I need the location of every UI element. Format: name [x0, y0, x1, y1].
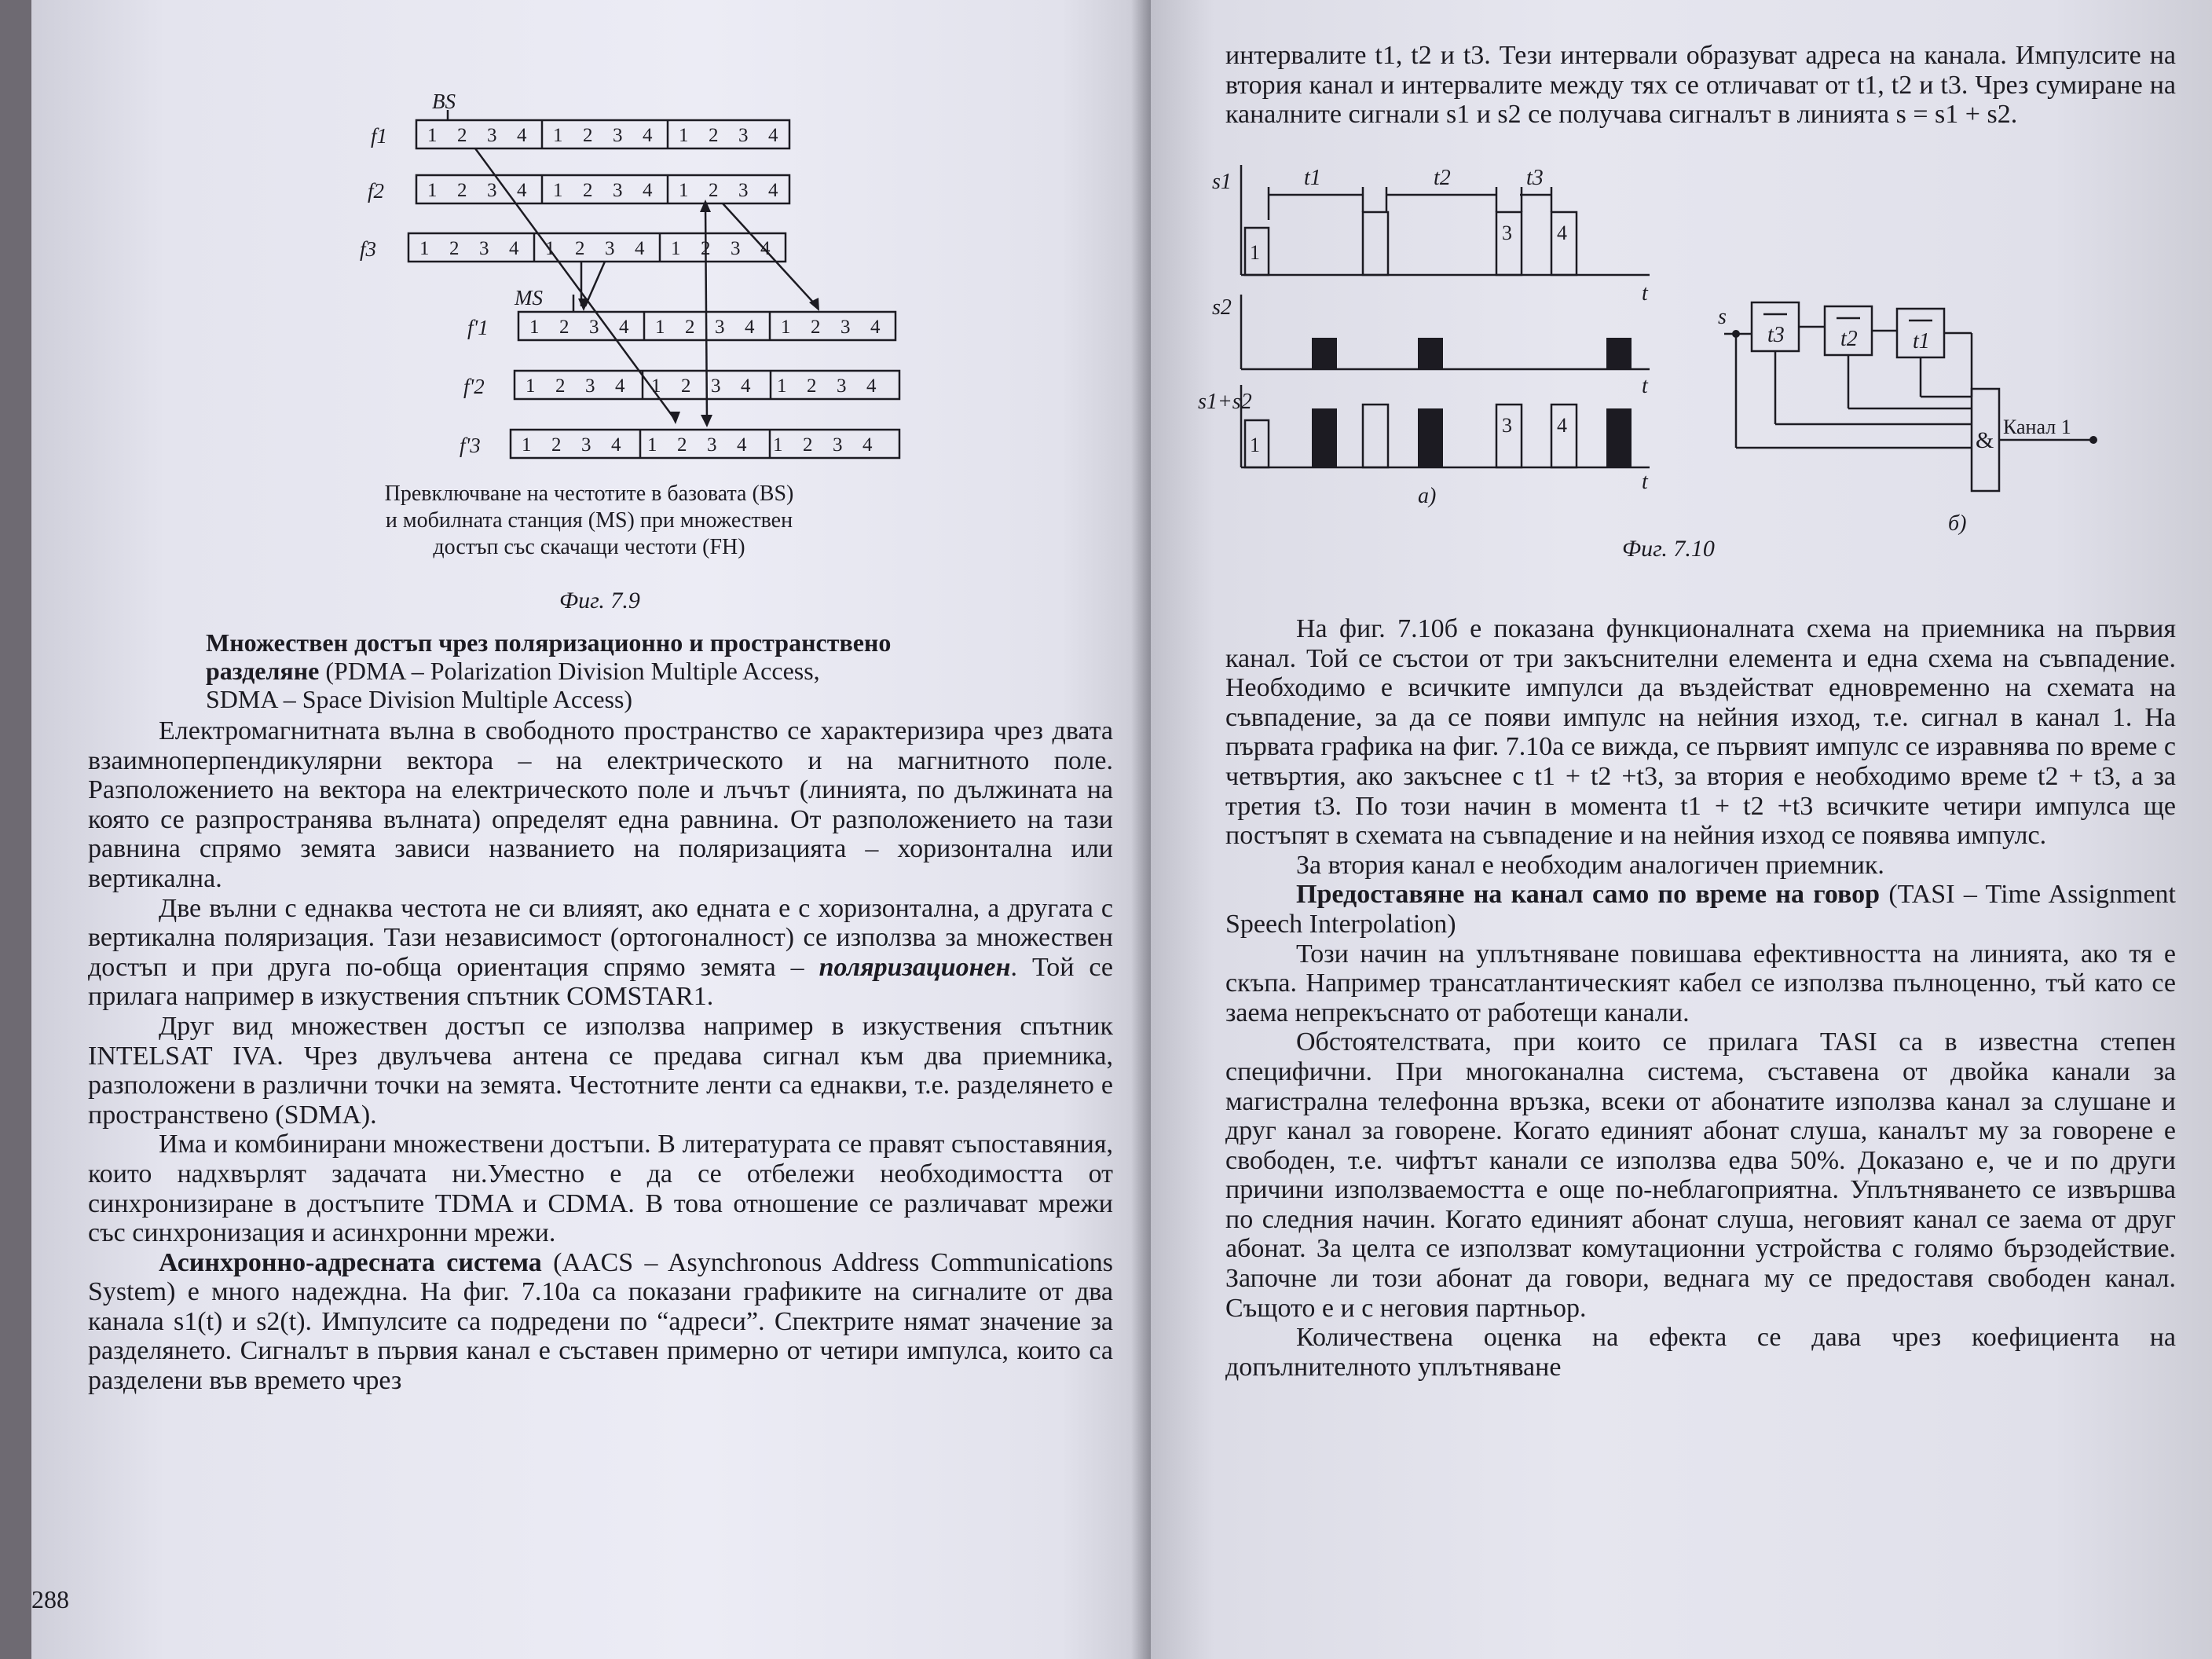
interval-t1: t1 — [1304, 166, 1321, 190]
slot-number: 2 — [807, 375, 817, 397]
right-body — [1225, 614, 2176, 1382]
paragraph-8-text: Този начин на уплътняване повишава ефективността на линията, ако тя е скъпа. Например трансатлантическият кабел се използва пълноценно, тъй като се заема непрекъснато от работещи канали. — [1225, 939, 2176, 1027]
slot-number: 1 — [522, 434, 532, 456]
slot-number: 1 — [419, 238, 430, 259]
slot-number: 2 — [803, 434, 813, 456]
heading-bold-1: Множествен достъп чрез поляризационно и пространствено — [206, 628, 892, 657]
paragraph-2-text-b: . Той се прилага например в изкуствения спътник COMSTAR1. — [88, 952, 1113, 1012]
slot-number: 1 — [777, 375, 787, 397]
paragraph-6-text: На фиг. 7.10б е показана функционалната схема на приемника на първия канал. Той се състои от три закъснителни елемента и една схема на съвпадение. Необходимо е всичките импулси да въздействат едновременно на схемата на съвпадение, за да се появи импулс на нейния изход, т.е. сигнал в канал 1. На първата графика на фиг. 7.10а се вижда, се първият импулс се изравнява по време с четвъртия, ако закъснее с t1 + t2 +t3, за втория е необходимо време t2 + t3, а за третия t3. По този начин в момента t1 + t2 +t3 всичките четири импулса ще постъпят в схемата на съвпадение и на нейния изход се появява импулс. — [1225, 614, 2176, 851]
slot-number: 4 — [509, 238, 519, 259]
delay-t1: t1 — [1913, 329, 1930, 353]
slot-number: 4 — [619, 317, 629, 338]
row-label-f3: f3 — [360, 237, 377, 261]
section-heading-pdma — [206, 628, 991, 713]
slot-number: 4 — [643, 125, 653, 146]
slot-number: 3 — [581, 434, 591, 456]
slot-number: 1 — [773, 434, 783, 456]
slot-number: 1 — [529, 317, 540, 338]
heading-line-3: SDMA – Space Division Multiple Access) — [206, 685, 633, 713]
slot-number: 1 — [647, 434, 657, 456]
ms-label: MS — [515, 286, 543, 309]
slot-number: 4 — [760, 238, 771, 259]
interval-t3: t3 — [1526, 166, 1544, 190]
slot-number: 3 — [613, 180, 623, 201]
slot-number: 2 — [559, 317, 569, 338]
heading-tasi-bold: Предоставяне на канал само по време на говор — [1296, 880, 1881, 910]
slot-number: 3 — [589, 317, 599, 338]
slot-number: 2 — [701, 238, 711, 259]
paragraph-5-bold: Асинхронно-адресната система — [159, 1247, 542, 1277]
slot-number: 3 — [613, 125, 623, 146]
heading-rest-2: (PDMA – Polarization Division Multiple Access, — [319, 657, 820, 685]
paragraph-1 — [88, 716, 1113, 894]
slot-number: 3 — [707, 434, 717, 456]
paragraph-3-text: Друг вид множествен достъп се използва например в изкуствения спътник INTELSAT IVA. Чрез двулъчева антена се предава сигнал към два приемника, разположени в различни точки на земята. Честотните ленти са еднакви, т.е. разделянето е пространствено (SDMA). — [88, 1011, 1113, 1130]
heading-tasi-rest: (TASI – Time Assignment Speech Interpolation) — [1225, 880, 2176, 939]
input-s-label: s — [1718, 305, 1727, 329]
paragraph-3 — [88, 1012, 1113, 1130]
slot-number: 4 — [768, 125, 778, 146]
slot-number: 1 — [545, 238, 555, 259]
slot-number: 4 — [635, 238, 645, 259]
right-page — [1151, 0, 2212, 1659]
subfig-a-label: а) — [1418, 484, 1437, 508]
slot-number: 3 — [738, 125, 749, 146]
row-label-f-prime-1: f'1 — [467, 316, 489, 339]
slot-number: 2 — [677, 434, 687, 456]
right-top-paragraph: интервалите t1, t2 и t3. Тези интервали образуват адреса на канала. Импулсите на втория канал и интервалите между тях се отличават от t1, t2 и t3. Чрез сумиране на каналните сигнали s1 и s2 се получава сигналът в линията s = s1 + s2. — [1225, 41, 2176, 130]
slot-number: 2 — [583, 125, 593, 146]
pulse-1-sum: 1 — [1250, 434, 1260, 456]
pulse-3-s1: 3 — [1502, 222, 1512, 244]
slot-number: 2 — [457, 125, 467, 146]
slot-number: 4 — [611, 434, 621, 456]
paragraph-4-text: Има и комбинирани множествени достъпи. В литературата се правят съпоставяния, които надхвърлят задачата ни.Уместно е да се отбележи необходимостта от синхронизиране в достъпите TDMA и CDMA. В това отношение се различават мрежи със синхронизация и асинхронни мрежи. — [88, 1130, 1113, 1248]
slot-number: 3 — [487, 125, 497, 146]
slot-number: 3 — [731, 238, 741, 259]
slot-number: 2 — [811, 317, 821, 338]
slot-number: 2 — [551, 434, 562, 456]
slot-number: 4 — [615, 375, 625, 397]
slot-number: 3 — [479, 238, 489, 259]
slot-number: 4 — [517, 180, 527, 201]
slot-number: 3 — [605, 238, 615, 259]
slot-number: 2 — [555, 375, 566, 397]
paragraph-7 — [1225, 851, 2176, 881]
slot-number: 4 — [745, 317, 755, 338]
s1-axis-label: s1 — [1212, 170, 1232, 194]
slot-number: 1 — [427, 180, 438, 201]
figure-7-10 — [1151, 149, 2212, 558]
paragraph-10 — [1225, 1323, 2176, 1382]
row-label-f2: f2 — [368, 179, 385, 203]
slot-number: 4 — [643, 180, 653, 201]
paragraph-2-text-a: Две вълни с еднаква честота не си влияят, ако едната е с хоризонтална, а другата с вертикална поляризация. Тази независимост (ортогоналност) се използва за множествен достъп и при друга по-обща ориентация спрямо земята – — [88, 893, 1113, 982]
fig-7-9-label: Фиг. 7.9 — [559, 588, 640, 613]
slot-number: 4 — [870, 317, 881, 338]
heading-bold-2: разделяне — [206, 657, 320, 685]
slot-number: 4 — [737, 434, 747, 456]
paragraph-9-text: Обстоятелствата, при които се прилага TASI са в известна степен специфични. При многоканална система, съставена от двойка канали за магистрална телефонна връзка, всеки от абонатите използва канал за слушане и друг канал за говорене. Когато единият абонат слуша, каналът му за говорене е свободен, т.е. чифтът канали се използва едва 50%. Доказано е, че и по други причини използваемостта е още по-неблагоприятна. Уплътняването се извършва по следния начин. Когато единият абонат слуша, неговият канал се заема от друг абонат. За целта се използват комутационни устройства с голямо бързодействие. Започне ли този абонат да говори, веднага му се предоставя свободен канал. Същото е и с неговия партньор. — [1225, 1027, 2176, 1323]
slot-number: 2 — [457, 180, 467, 201]
slot-number: 3 — [840, 317, 851, 338]
fig-7-10-label: Фиг. 7.10 — [1622, 536, 1715, 562]
paragraph-10-text: Количествена оценка на ефекта се дава чрез коефициента на допълнителното уплътняване — [1225, 1323, 2176, 1382]
paragraph-8 — [1225, 939, 2176, 1028]
slot-number: 2 — [583, 180, 593, 201]
slot-number: 4 — [768, 180, 778, 201]
sum-axis-label: s1+s2 — [1198, 390, 1252, 414]
slot-number: 3 — [711, 375, 721, 397]
pulse-4-s1: 4 — [1557, 222, 1567, 244]
paragraph-1-text: Електромагнитната вълна в свободното пространство се характеризира чрез двата взаимноперпендикулярни вектора – на електрическото и на магнитното поле. Разположението на вектора на електрическото поле и лъчът (линията, по дължината на която се разпространява вълната) определят една равнина. От разположението на тази равнина спрямо земята зависи названието на поляризацията – хоризонтална или вертикална. — [88, 716, 1113, 893]
delay-t2: t2 — [1840, 327, 1858, 351]
left-body — [88, 716, 1113, 1396]
paragraph-2-bold: поляризационен — [819, 952, 1011, 982]
slot-number: 4 — [862, 434, 873, 456]
slot-number: 3 — [738, 180, 749, 201]
slot-number: 4 — [741, 375, 751, 397]
pulse-1-s1: 1 — [1250, 241, 1260, 264]
page-number: 288 — [31, 1585, 69, 1613]
slot-number: 1 — [679, 180, 689, 201]
row-label-f1: f1 — [371, 124, 388, 148]
slot-number: 4 — [866, 375, 877, 397]
left-page — [31, 0, 1151, 1659]
slot-number: 3 — [487, 180, 497, 201]
row-label-f-prime-3: f'3 — [460, 434, 481, 457]
slot-number: 1 — [651, 375, 661, 397]
slot-number: 1 — [526, 375, 536, 397]
slot-number: 1 — [553, 180, 563, 201]
row-label-f-prime-2: f'2 — [463, 375, 485, 398]
and-gate-symbol: & — [1976, 427, 1994, 453]
slot-number: 1 — [553, 125, 563, 146]
slot-number: 3 — [585, 375, 595, 397]
slot-number: 1 — [427, 125, 438, 146]
delay-t3: t3 — [1767, 323, 1785, 347]
channel-1-label: Канал 1 — [2003, 416, 2071, 438]
heading-tasi — [1225, 880, 2176, 939]
pulse-3-sum: 3 — [1502, 414, 1512, 437]
caption-line: Превключване на честотите в базовата (BS) — [384, 482, 794, 506]
slot-number: 1 — [781, 317, 791, 338]
caption-line: достъп със скачащи честоти (FH) — [433, 535, 745, 559]
slot-number: 2 — [449, 238, 460, 259]
slot-number: 1 — [671, 238, 681, 259]
subfig-b-label: б) — [1948, 511, 1967, 536]
slot-number: 3 — [833, 434, 843, 456]
bs-label: BS — [432, 90, 456, 113]
t-axis-label-1: t — [1642, 281, 1648, 306]
s2-axis-label: s2 — [1212, 295, 1232, 320]
slot-number: 3 — [837, 375, 847, 397]
slot-number: 2 — [575, 238, 585, 259]
paragraph-6 — [1225, 614, 2176, 851]
slot-number: 2 — [709, 180, 719, 201]
figure-7-9 — [31, 79, 1151, 487]
slot-number: 2 — [709, 125, 719, 146]
paragraph-7-text: За втория канал е необходим аналогичен приемник. — [1296, 850, 1884, 880]
slot-number: 4 — [517, 125, 527, 146]
t-axis-label-2: t — [1642, 374, 1648, 398]
caption-line: и мобилната станция (MS) при множествен — [385, 508, 793, 533]
paragraph-2 — [88, 894, 1113, 1012]
slot-number: 2 — [685, 317, 695, 338]
paragraph-5-text: (AACS – Asynchronous Address Communications System) е много надеждна. На фиг. 7.10а са показани графиките на сигналите от два канала s1(t) и s2(t). Импулсите са подредени по “адреси”. Спектрите нямат значение за разделянето. Сигналът в първия канал е съставен примерно от четири импулса, които са разделени във времето чрез — [88, 1247, 1113, 1396]
paragraph-9 — [1225, 1027, 2176, 1323]
t-axis-label-3: t — [1642, 470, 1648, 494]
interval-t2: t2 — [1434, 166, 1451, 190]
slot-number: 3 — [715, 317, 725, 338]
paragraph-5 — [88, 1248, 1113, 1396]
slot-number: 2 — [681, 375, 691, 397]
pulse-4-sum: 4 — [1557, 414, 1567, 437]
paragraph-4 — [88, 1130, 1113, 1247]
slot-number: 1 — [679, 125, 689, 146]
fig-7-9-caption — [346, 481, 833, 561]
slot-number: 1 — [655, 317, 665, 338]
